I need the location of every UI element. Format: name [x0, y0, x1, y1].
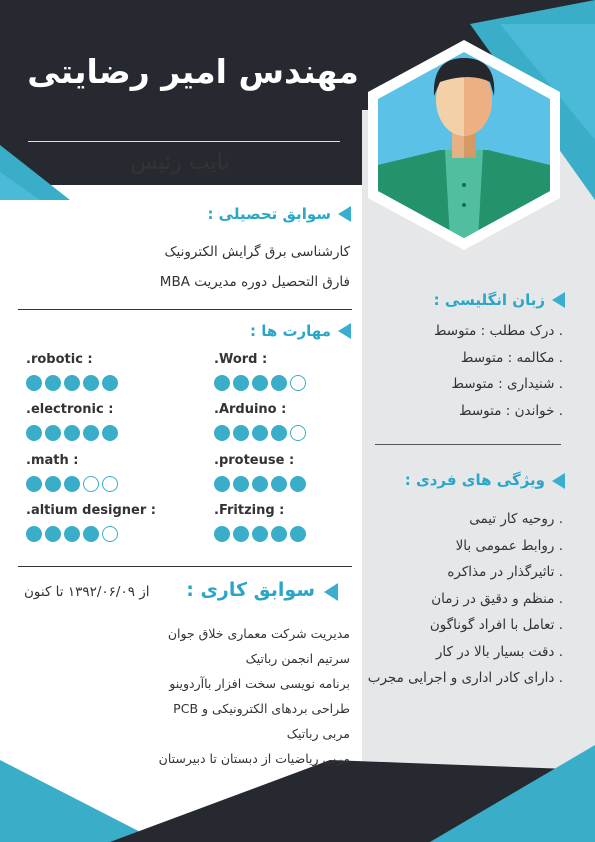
english-item: . خواندن : متوسط: [459, 402, 563, 419]
section-arrow-icon: [552, 473, 565, 489]
job-title: نایب رئیس: [130, 150, 230, 175]
skill-rating: [26, 476, 118, 492]
skill-rating: [26, 526, 118, 542]
trait-item: . دارای کادر اداری و اجرایی مجرب: [367, 670, 563, 686]
skill-rating: [214, 425, 306, 441]
work-title: سوابق کاری :: [186, 579, 315, 601]
section-divider: [18, 566, 352, 567]
rating-dot-filled: [252, 476, 268, 492]
section-arrow-icon: [552, 292, 565, 308]
skill-label: .Word :: [214, 352, 268, 367]
skill-rating: [214, 375, 306, 391]
rating-dot-filled: [83, 526, 99, 542]
trait-item: . تعامل با افراد گوناگون: [429, 617, 563, 633]
skill-label: .Arduino :: [214, 402, 287, 417]
education-item: فارق التحصیل دوره مدیریت MBA: [159, 274, 350, 290]
traits-title: ویژگی های فردی :: [404, 471, 545, 489]
rating-dot-filled: [271, 425, 287, 441]
rating-dot-empty: [102, 526, 118, 542]
skills-title: مهارت ها :: [249, 322, 331, 340]
skill-rating: [214, 476, 306, 492]
rating-dot-filled: [271, 375, 287, 391]
education-title: سوابق تحصیلی :: [207, 205, 331, 223]
rating-dot-filled: [45, 476, 61, 492]
rating-dot-filled: [45, 425, 61, 441]
skill-label: .proteuse :: [214, 453, 295, 468]
rating-dot-filled: [102, 425, 118, 441]
skill-rating: [26, 425, 118, 441]
rating-dot-filled: [214, 476, 230, 492]
rating-dot-empty: [290, 375, 306, 391]
skill-label: .robotic :: [26, 352, 93, 367]
work-item: سرتیم انجمن رباتیک: [245, 651, 350, 666]
rating-dot-filled: [26, 425, 42, 441]
traits-list: [368, 506, 563, 692]
english-item: . مکالمه : متوسط: [460, 349, 563, 366]
english-item: . درک مطلب : متوسط: [433, 323, 563, 339]
section-divider: [18, 309, 352, 310]
trait-item: . روابط عمومی بالا: [455, 537, 563, 554]
trait-item: . دقت بسیار بالا در کار: [435, 643, 563, 660]
education-item: کارشناسی برق گرایش الکترونیک: [164, 244, 350, 260]
rating-dot-filled: [271, 476, 287, 492]
rating-dot-filled: [252, 425, 268, 441]
rating-dot-filled: [290, 526, 306, 542]
rating-dot-filled: [252, 526, 268, 542]
rating-dot-filled: [102, 375, 118, 391]
skill-rating: [214, 526, 306, 542]
trait-item: . منظم و دقیق در زمان: [431, 590, 563, 607]
rating-dot-filled: [26, 526, 42, 542]
rating-dot-filled: [64, 526, 80, 542]
rating-dot-filled: [252, 375, 268, 391]
rating-dot-filled: [83, 375, 99, 391]
work-item: مربی ریاضیات از دبستان تا دبیرستان: [158, 751, 350, 766]
rating-dot-filled: [233, 526, 249, 542]
work-list: [159, 621, 350, 771]
person-name: مهندس امیر رضایتی: [27, 52, 359, 91]
trait-item: . تاثیرگذار در مذاکره: [447, 564, 563, 580]
work-item: برنامه نویسی سخت افزار باآردوینو: [169, 676, 350, 691]
rating-dot-empty: [290, 425, 306, 441]
rating-dot-empty: [83, 476, 99, 492]
rating-dot-filled: [214, 375, 230, 391]
rating-dot-filled: [45, 375, 61, 391]
rating-dot-filled: [233, 425, 249, 441]
work-item: طراحی بردهای الکترونیکی و PCB: [173, 701, 350, 716]
work-item: مربی رباتیک: [286, 726, 350, 741]
skill-label: .math :: [26, 453, 79, 468]
rating-dot-empty: [102, 476, 118, 492]
rating-dot-filled: [64, 476, 80, 492]
skill-label: .Fritzing :: [214, 503, 285, 518]
work-item: مدیریت شرکت معماری خلاق جوان: [167, 626, 350, 641]
skill-rating: [26, 375, 118, 391]
section-arrow-icon: [338, 206, 351, 222]
skill-label: .altium designer :: [26, 503, 156, 518]
english-item: . شنیداری : متوسط: [451, 376, 563, 392]
rating-dot-filled: [271, 526, 287, 542]
rating-dot-filled: [26, 375, 42, 391]
rating-dot-filled: [290, 476, 306, 492]
rating-dot-filled: [83, 425, 99, 441]
work-period: از ۱۳۹۲/۰۶/۰۹ تا کنون: [24, 584, 150, 600]
rating-dot-filled: [64, 375, 80, 391]
rating-dot-filled: [233, 375, 249, 391]
rating-dot-filled: [64, 425, 80, 441]
header-divider: [28, 141, 340, 142]
rating-dot-filled: [45, 526, 61, 542]
english-list: [434, 318, 563, 424]
section-arrow-icon: [338, 323, 351, 339]
english-title: زبان انگلیسی :: [433, 291, 545, 309]
rating-dot-filled: [214, 425, 230, 441]
rating-dot-filled: [233, 476, 249, 492]
trait-item: . روحیه کار تیمی: [469, 511, 563, 527]
section-arrow-icon: [324, 583, 338, 601]
rating-dot-filled: [214, 526, 230, 542]
rating-dot-filled: [26, 476, 42, 492]
skill-label: .electronic :: [26, 402, 114, 417]
